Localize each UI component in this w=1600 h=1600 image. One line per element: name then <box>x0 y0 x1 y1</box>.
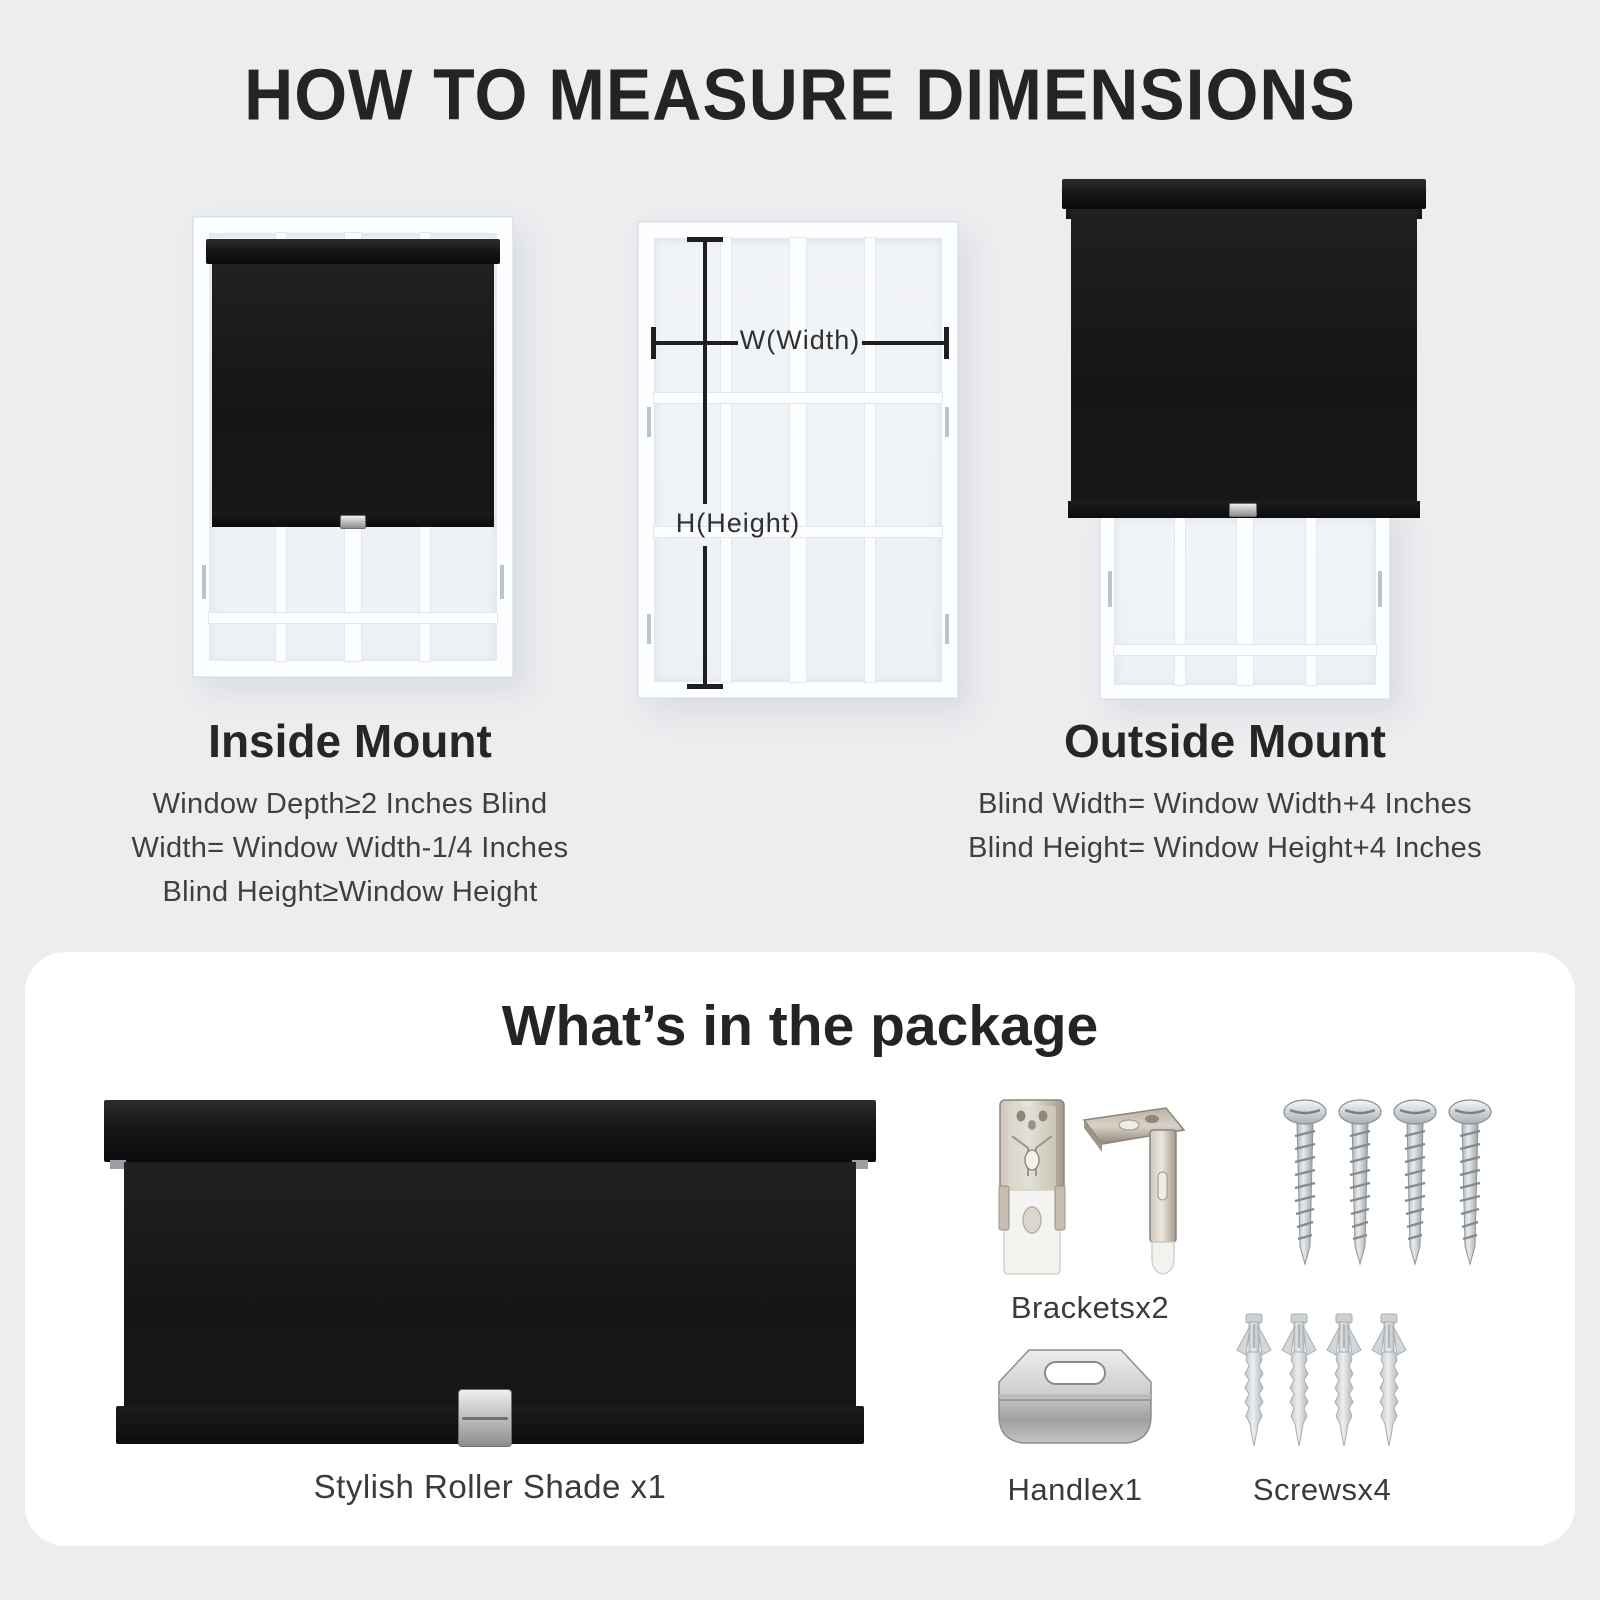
screws-label: Screwsx4 <box>1252 1472 1392 1507</box>
brackets-label: Bracketsx2 <box>1010 1290 1170 1325</box>
window-mullion <box>1306 517 1316 685</box>
inside-mount-description <box>60 782 640 914</box>
screws-icon <box>1282 1098 1494 1276</box>
window-hinge <box>945 407 949 437</box>
roller-shade-fabric <box>212 264 494 512</box>
outside-mount-line: Blind Height= Window Height+4 Inches <box>968 832 1482 864</box>
height-measure-line <box>703 546 707 684</box>
inside-mount-line: Width= Window Width-1/4 Inches <box>131 832 569 864</box>
height-measure-endcap <box>687 684 723 689</box>
package-heading: What’s in the package <box>501 994 1099 1058</box>
window-mullion <box>209 613 497 623</box>
roller-shade-cassette <box>1062 179 1426 209</box>
window-mullion <box>865 238 875 682</box>
window-hinge <box>647 407 651 437</box>
window-mullion <box>1175 517 1185 685</box>
window-mullion <box>1114 645 1376 655</box>
height-label: H(Height) <box>675 508 801 538</box>
width-label: W(Width) <box>739 325 861 355</box>
brackets-icon <box>988 1094 1188 1284</box>
package-shade-pull-handle <box>458 1389 512 1447</box>
inside-mount-line: Blind Height≥Window Height <box>162 876 538 908</box>
outside-mount-description <box>925 782 1525 870</box>
inside-mount-heading: Inside Mount <box>208 715 492 767</box>
window-glass <box>654 238 942 682</box>
outside-mount-window-illustration <box>1100 503 1390 699</box>
width-measure-endcap <box>944 327 949 359</box>
measure-window-illustration <box>638 222 958 698</box>
window-mullion <box>721 238 731 682</box>
window-hinge <box>1378 571 1382 607</box>
roller-shade-cassette <box>206 239 500 264</box>
package-shade-cassette <box>104 1100 876 1162</box>
window-hinge <box>647 614 651 644</box>
roller-shade-pull-handle <box>340 515 366 529</box>
page-title: HOW TO MEASURE DIMENSIONS <box>244 55 1356 136</box>
window-mullion <box>790 238 806 682</box>
outside-mount-line: Blind Width= Window Width+4 Inches <box>978 788 1472 820</box>
height-measure-endcap <box>687 237 723 242</box>
wall-anchors-icon <box>1232 1312 1414 1454</box>
package-shade-fabric <box>124 1162 856 1406</box>
roller-shade-pull-handle <box>1229 503 1257 517</box>
window-glass <box>1114 517 1376 685</box>
window-hinge <box>945 614 949 644</box>
roller-shade-fabric <box>1071 209 1417 501</box>
handle-label: Handlex1 <box>1007 1472 1143 1507</box>
outside-mount-heading: Outside Mount <box>1064 715 1386 767</box>
shade-label: Stylish Roller Shade x1 <box>313 1468 667 1505</box>
height-measure-line <box>703 242 707 504</box>
width-measure-line <box>654 341 738 345</box>
handle-icon <box>985 1340 1165 1455</box>
window-hinge <box>500 565 504 599</box>
width-measure-endcap <box>651 327 656 359</box>
width-measure-line <box>862 341 946 345</box>
window-mullion <box>1237 517 1253 685</box>
window-mullion <box>654 393 942 403</box>
window-hinge <box>1108 571 1112 607</box>
inside-mount-line: Window Depth≥2 Inches Blind <box>152 788 548 820</box>
window-hinge <box>202 565 206 599</box>
